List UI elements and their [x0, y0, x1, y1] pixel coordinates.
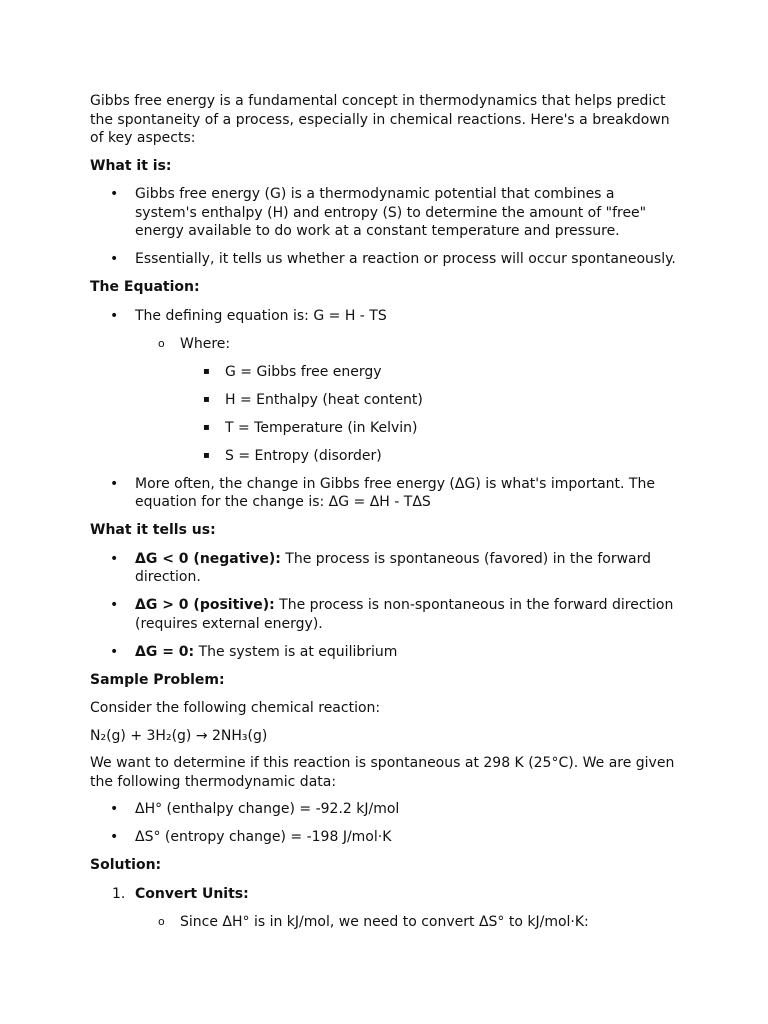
- list-item: [90, 307, 680, 326]
- bullet-marker: •: [110, 643, 119, 660]
- step-number: 1.: [112, 885, 126, 902]
- step-title: Convert Units:: [135, 885, 249, 902]
- list-item-text: G = Gibbs free energy: [225, 363, 382, 380]
- square-marker: ▪: [203, 421, 210, 433]
- list-item-text: T = Temperature (in Kelvin): [225, 419, 418, 436]
- list-item-text: Where:: [180, 335, 231, 352]
- list-item: [90, 596, 680, 633]
- list-item-text: Since ΔH° is in kJ/mol, we need to convert ΔS° to kJ/mol·K:: [180, 913, 589, 930]
- circle-marker: o: [158, 336, 165, 350]
- intro-paragraph: Gibbs free energy is a fundamental concept in thermodynamics that helps predict the spontaneity of a process, especially in chemical reactions. Here's a breakdown of key aspects:: [90, 93, 670, 146]
- heading-equation: The Equation:: [90, 279, 200, 295]
- list-item-text: S = Entropy (disorder): [225, 447, 382, 464]
- heading-solution: Solution:: [90, 857, 162, 873]
- condition-label: ΔG = 0:: [135, 643, 195, 660]
- list-item: [90, 391, 680, 410]
- list-item: [90, 828, 680, 847]
- list-item: [90, 550, 680, 587]
- list-item-text: ΔH° (enthalpy change) = -92.2 kJ/mol: [135, 801, 400, 817]
- bullet-marker: •: [110, 597, 119, 613]
- list-item-text: More often, the change in Gibbs free energy (ΔG) is what's important. The equation for the change is: ΔG = ΔH - TΔS: [135, 475, 655, 510]
- square-marker: ▪: [203, 393, 210, 405]
- condition-text: The process is non-spontaneous in the forward direction (requires external energy).: [135, 597, 674, 632]
- heading-what-it-tells-us: What it tells us:: [90, 522, 216, 538]
- condition-text: The system is at equilibrium: [194, 643, 398, 660]
- condition-text: The process is spontaneous (favored) in the forward direction.: [135, 550, 652, 585]
- bullet-marker: •: [110, 307, 119, 324]
- sample-lead: Consider the following chemical reaction:: [90, 700, 381, 716]
- list-item-text: H = Enthalpy (heat content): [225, 391, 423, 408]
- list-item: [90, 363, 680, 382]
- bullet-marker: •: [110, 801, 119, 817]
- list-item: [90, 250, 680, 269]
- square-marker: ▪: [203, 365, 210, 377]
- list-item: [90, 885, 680, 904]
- given-paragraph: We want to determine if this reaction is spontaneous at 298 K (25°C). We are given the following thermodynamic data:: [90, 755, 675, 790]
- heading-what-it-is: What it is:: [90, 157, 172, 174]
- list-item-text: ΔS° (entropy change) = -198 J/mol·K: [135, 829, 392, 845]
- bullet-marker: •: [110, 475, 119, 492]
- bullet-marker: •: [110, 251, 119, 267]
- list-item: [90, 419, 680, 438]
- bullet-marker: •: [110, 550, 119, 567]
- list-item-text: Gibbs free energy (G) is a thermodynamic potential that combines a system's enthalpy (H) and entropy (S) to determine the amount of "free" energy available to do work at a constant temperature and pressure.: [135, 186, 647, 239]
- heading-sample-problem: Sample Problem:: [90, 671, 225, 688]
- document-page: [90, 92, 680, 941]
- list-item: [90, 475, 680, 512]
- bullet-marker: •: [110, 186, 119, 202]
- circle-marker: o: [158, 914, 165, 928]
- list-item: [90, 185, 680, 241]
- condition-label: ΔG > 0 (positive):: [135, 597, 275, 613]
- list-item: [90, 643, 680, 662]
- list-item-text: Essentially, it tells us whether a reaction or process will occur spontaneously.: [135, 251, 676, 267]
- list-item: [90, 335, 680, 354]
- square-marker: ▪: [203, 449, 210, 461]
- condition-label: ΔG < 0 (negative):: [135, 550, 281, 567]
- list-item: [90, 800, 680, 819]
- bullet-marker: •: [110, 829, 119, 845]
- list-item: [90, 447, 680, 466]
- list-item-text: The defining equation is: G = H - TS: [135, 307, 387, 324]
- list-item: [90, 913, 680, 932]
- chemical-reaction: N₂(g) + 3H₂(g) → 2NH₃(g): [90, 727, 268, 744]
